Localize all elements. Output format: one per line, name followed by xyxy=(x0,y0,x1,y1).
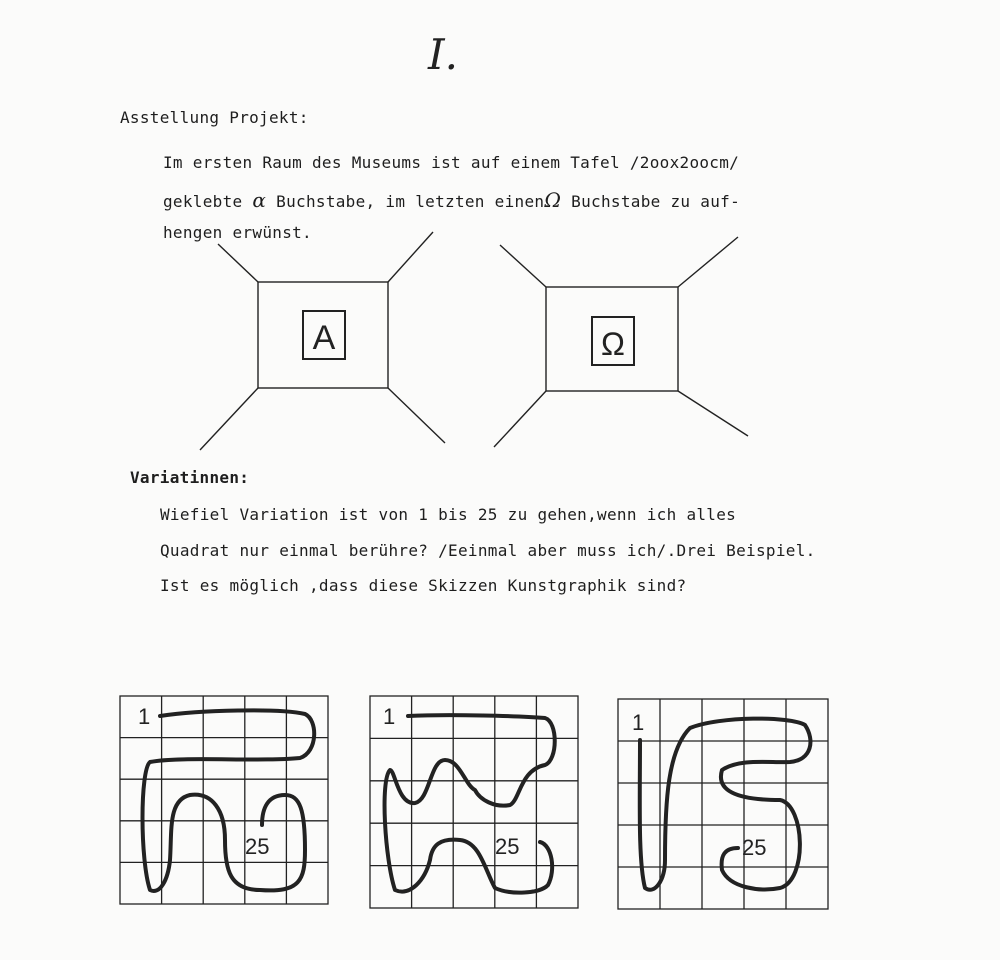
grid-2-start-label: 1 xyxy=(383,704,396,729)
omega-glyph: Ω xyxy=(544,188,562,212)
project-text-line-2-part-3: Buchstabe zu auf- xyxy=(561,192,741,211)
room-letter-a: A xyxy=(312,319,336,357)
variation-text-line-1: Wiefiel Variation ist von 1 bis 25 zu gehen,wenn ich alles xyxy=(160,505,737,524)
grid-1-start-label: 1 xyxy=(138,704,151,729)
grid-2-end-label: 25 xyxy=(495,834,520,859)
room-edge xyxy=(678,391,748,436)
grid-3-end-label: 25 xyxy=(742,835,767,860)
project-text-line-2-part-2: Buchstabe, im letzten einen xyxy=(266,192,545,211)
room-edge xyxy=(388,388,445,443)
section-title-project: Asstellung Projekt: xyxy=(120,108,309,127)
variation-text-line-2: Quadrat nur einmal berühre? /Eeinmal aber muss ich/.Drei Beispiel. xyxy=(160,541,816,560)
section-title-variations: Variatinnen: xyxy=(130,468,250,487)
room-edge xyxy=(500,245,546,287)
variation-text-line-3: Ist es möglich ,dass diese Skizzen Kunstgraphik sind? xyxy=(160,576,687,595)
room-edge xyxy=(388,232,433,282)
room-edge xyxy=(678,237,738,287)
grid-3 xyxy=(618,699,828,909)
project-text-line-2-part-1: geklebte xyxy=(163,192,253,211)
grid-1-end-label: 25 xyxy=(245,834,270,859)
room-edge xyxy=(218,244,258,282)
project-text-line-1: Im ersten Raum des Museums ist auf einem Tafel /2oox2oocm/ xyxy=(163,153,740,172)
project-text-line-3: hengen erwünst. xyxy=(163,223,312,242)
room-letter-omega: Ω xyxy=(601,326,625,362)
grid-3-start-label: 1 xyxy=(632,710,645,735)
path-line-3 xyxy=(640,719,811,890)
grid-1 xyxy=(120,696,328,904)
room-edge xyxy=(200,388,258,450)
room-edge xyxy=(494,391,546,447)
page-heading: I. xyxy=(428,30,458,79)
grid-2 xyxy=(370,696,578,908)
alpha-glyph: α xyxy=(252,188,267,212)
